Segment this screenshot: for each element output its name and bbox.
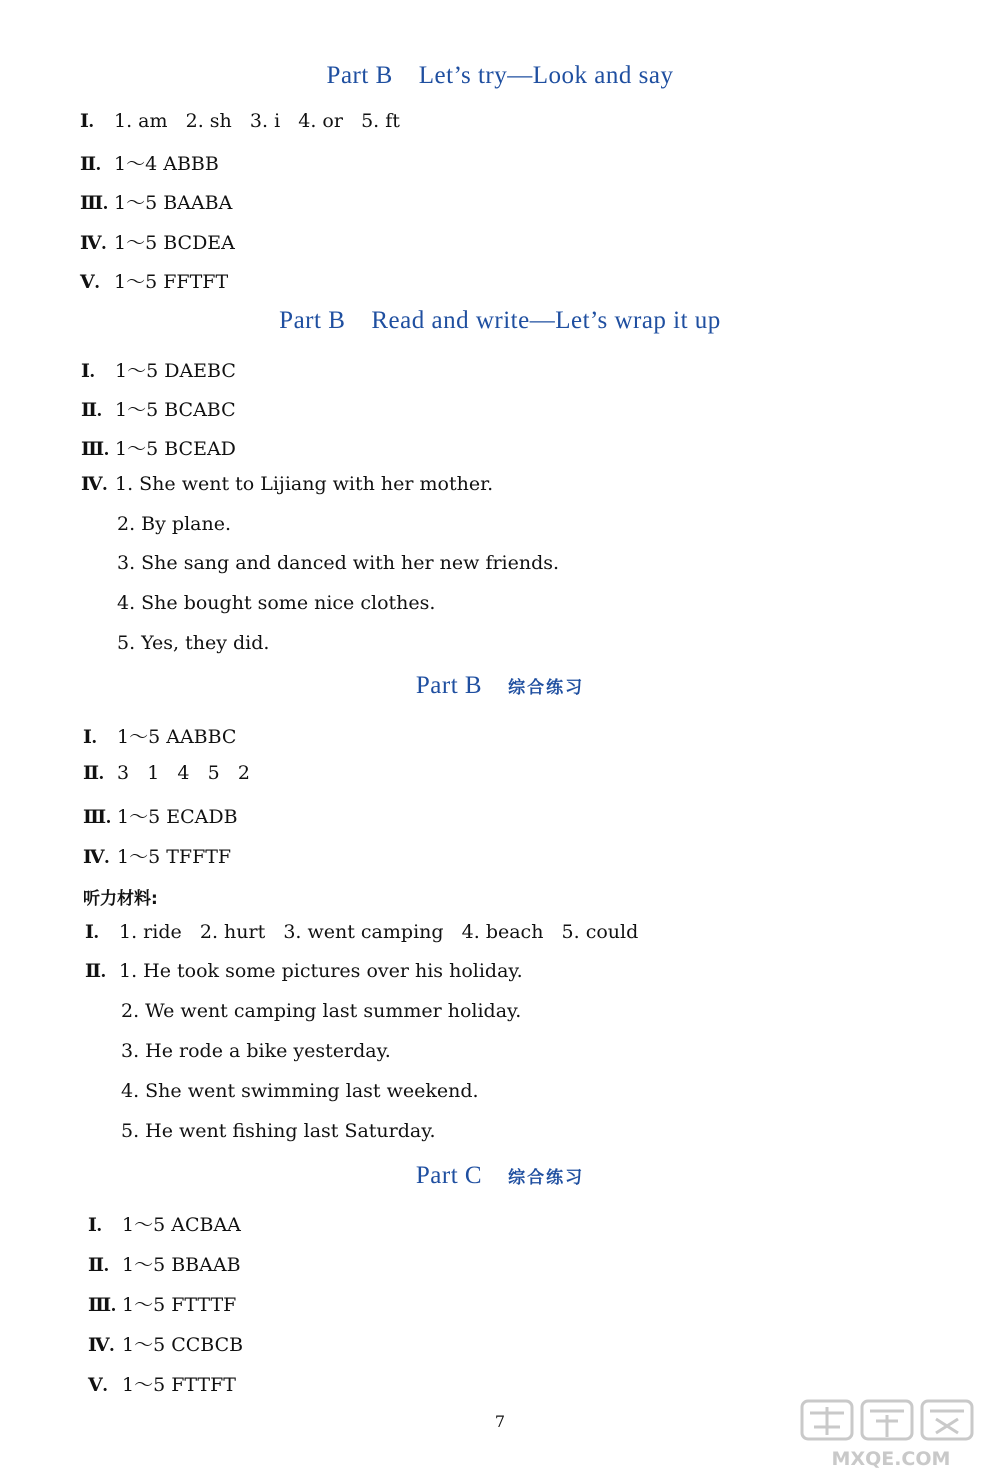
answer-line: Ⅳ. 1～5 BCDEA (80, 232, 235, 254)
answer-line: Ⅴ. 1～5 FFTFT (80, 271, 229, 293)
answer-subline: 2. By plane. (117, 513, 231, 535)
answer-line: Ⅲ. 1～5 ECADB (83, 806, 238, 828)
heading-part: Part B (279, 307, 346, 334)
answer-line: Ⅳ. 1. She went to Lijiang with her mother. (81, 473, 494, 495)
heading-part: Part B (326, 62, 393, 89)
answer-line: Ⅰ. 1～5 ACBAA (88, 1214, 241, 1236)
page-number: 7 (494, 1412, 506, 1431)
answer-line: Ⅱ. 1～5 BCABC (81, 399, 236, 421)
answer-subline: 4. She bought some nice clothes. (117, 592, 436, 614)
answer-line: Ⅰ. 1. ride 2. hurt 3. went camping 4. beach 5. could (85, 921, 639, 943)
answer-line: Ⅰ. 1～5 DAEBC (81, 360, 236, 382)
answer-line: Ⅴ. 1～5 FTTFT (88, 1374, 236, 1396)
answer-line: Ⅲ. 1～5 FTTTF (88, 1294, 237, 1316)
watermark-logo-graphic (796, 1397, 986, 1473)
answer-line: Ⅱ. 1. He took some pictures over his holiday. (85, 960, 523, 982)
answer-subline: 4. She went swimming last weekend. (121, 1080, 479, 1102)
section-heading-4 (0, 1162, 1000, 1190)
answer-line: Ⅱ. 1～4 ABBB (80, 153, 219, 175)
listening-label: 听力材料: (83, 889, 158, 909)
heading-cn: 综合练习 (508, 1168, 585, 1188)
watermark-text: MXQE.COM (831, 1448, 951, 1470)
section-heading-1 (0, 62, 1000, 90)
answer-subline: 2. We went camping last summer holiday. (121, 1000, 522, 1022)
answer-subline: 3. He rode a bike yesterday. (121, 1040, 391, 1062)
section-heading-2 (0, 307, 1000, 335)
answer-line: Ⅱ. 1～5 BBAAB (88, 1254, 241, 1276)
answer-subline: 3. She sang and danced with her new friends. (117, 552, 560, 574)
answer-line: Ⅰ. 1～5 AABBC (83, 726, 237, 748)
answer-line: Ⅳ. 1～5 CCBCB (88, 1334, 244, 1356)
heading-cn: 综合练习 (508, 678, 585, 698)
answer-subline: 5. Yes, they did. (117, 632, 270, 654)
heading-part: Part B (415, 672, 483, 699)
answer-line: Ⅳ. 1～5 TFFTF (83, 846, 232, 868)
heading-title: Let’s try—Look and say (418, 62, 674, 89)
heading-part: Part C (415, 1162, 483, 1189)
answer-subline: 5. He went fishing last Saturday. (121, 1120, 436, 1142)
answer-line: Ⅲ. 1～5 BAABA (80, 192, 233, 214)
answer-line: Ⅲ. 1～5 BCEAD (81, 438, 236, 460)
heading-title: Read and write—Let’s wrap it up (371, 307, 721, 334)
answer-line: Ⅰ. 1. am 2. sh 3. i 4. or 5. ft (80, 110, 400, 132)
section-heading-3 (0, 672, 1000, 700)
answer-line: Ⅱ. 3 1 4 5 2 (83, 762, 250, 784)
watermark-logo (796, 1397, 986, 1473)
